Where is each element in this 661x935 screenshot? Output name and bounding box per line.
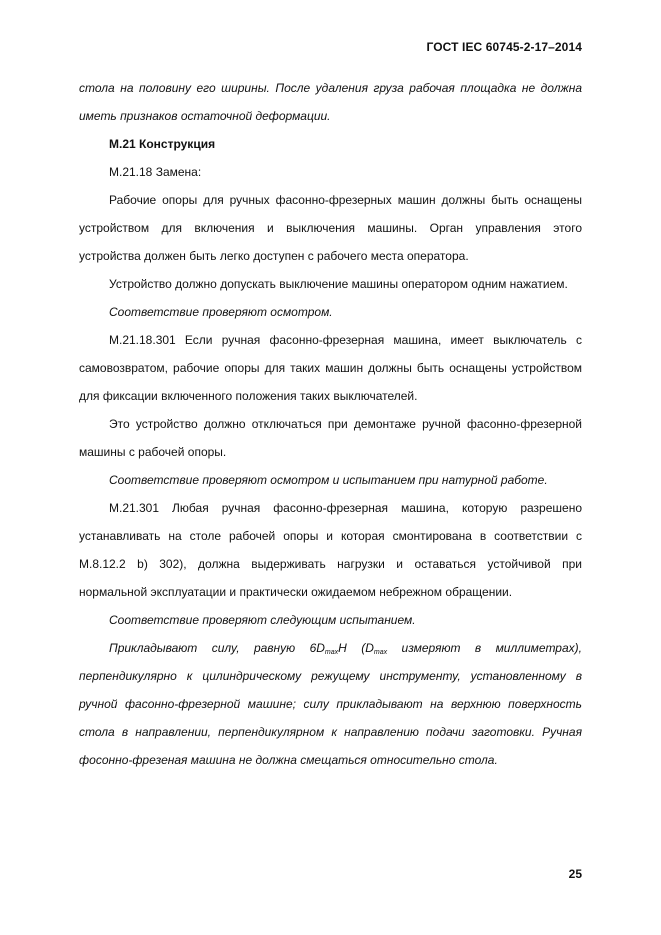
paragraph-deformation: [79, 74, 582, 130]
paragraph-disconnect: [79, 410, 582, 466]
text-line: для фиксации включенного положения таких выключателей.: [79, 389, 418, 403]
text-fragment: Прикладывают силу, равную 6D: [109, 641, 325, 655]
paragraph-single-press: Устройство должно допускать выключение машины оператором одним нажатием.: [109, 277, 568, 291]
text-line: иметь признаков остаточной деформации.: [79, 109, 331, 123]
text-line: ручной фасонно-фрезерной машине; силу прикладывают на верхнюю поверхность: [79, 697, 582, 711]
subscript: max: [324, 649, 339, 656]
text-line: Рабочие опоры для ручных фасонно-фрезерных машин должны быть оснащены: [109, 193, 582, 207]
text-line: нормальной эксплуатации и практически ожидаемом небрежном обращении.: [79, 585, 513, 599]
text-line: стола в направлении, перпендикулярном к направлению подачи заготовки. Ручная: [79, 725, 582, 739]
subscript: max: [373, 649, 388, 656]
section-title: М.21 Конструкция: [109, 137, 216, 151]
document-body: [79, 74, 582, 774]
text-line: Это устройство должно отключаться при демонтаже ручной фасонно-фрезерной: [109, 417, 582, 431]
text-line: устройства должен быть легко доступен с рабочего места оператора.: [79, 249, 469, 263]
text-fragment: H (D: [338, 641, 374, 655]
page-number: 25: [568, 867, 582, 881]
text-fragment: измеряют в миллиметрах),: [387, 641, 582, 655]
text-line: М.21.301 Любая ручная фасонно-фрезерная машина, которую разрешено: [109, 501, 582, 515]
text-line: устанавливать на столе рабочей опоры и которая смонтирована в соответствии с: [79, 529, 582, 543]
text-line: М.21.18.301 Если ручная фасонно-фрезерная машина, имеет выключатель с: [109, 333, 582, 347]
compliance-inspection: Соответствие проверяют осмотром.: [109, 305, 333, 319]
text-line: стола на половину его ширины. После удаления груза рабочая площадка не должна: [79, 81, 582, 95]
paragraph-clause-21-301: [79, 494, 582, 606]
page-header-standard: ГОСТ IEC 60745-2-17–2014: [426, 40, 582, 54]
text-line: фосонно-фрезеная машина не должна смещаться относительно стола.: [79, 753, 498, 767]
compliance-inspection-test: Соответствие проверяют осмотром и испытанием при натурной работе.: [109, 473, 548, 487]
text-line: М.8.12.2 b) 302), должна выдерживать нагрузки и оставаться устойчивой при: [79, 557, 582, 571]
paragraph-clause-301-switch: [79, 326, 582, 410]
clause-replacement: М.21.18 Замена:: [109, 165, 202, 179]
text-line: [79, 634, 582, 662]
compliance-following-test: Соответствие проверяют следующим испытанием.: [109, 613, 416, 627]
paragraph-work-supports: [79, 186, 582, 270]
paragraph-force-test: [79, 634, 582, 774]
text-line: устройством для включения и выключения машины. Орган управления этого: [79, 221, 582, 235]
text-line: перпендикулярно к цилиндрическому режущему инструменту, установленному в: [79, 669, 582, 683]
text-line: машины с рабочей опоры.: [79, 445, 227, 459]
text-line: самовозвратом, рабочие опоры для таких машин должны быть оснащены устройством: [79, 361, 582, 375]
